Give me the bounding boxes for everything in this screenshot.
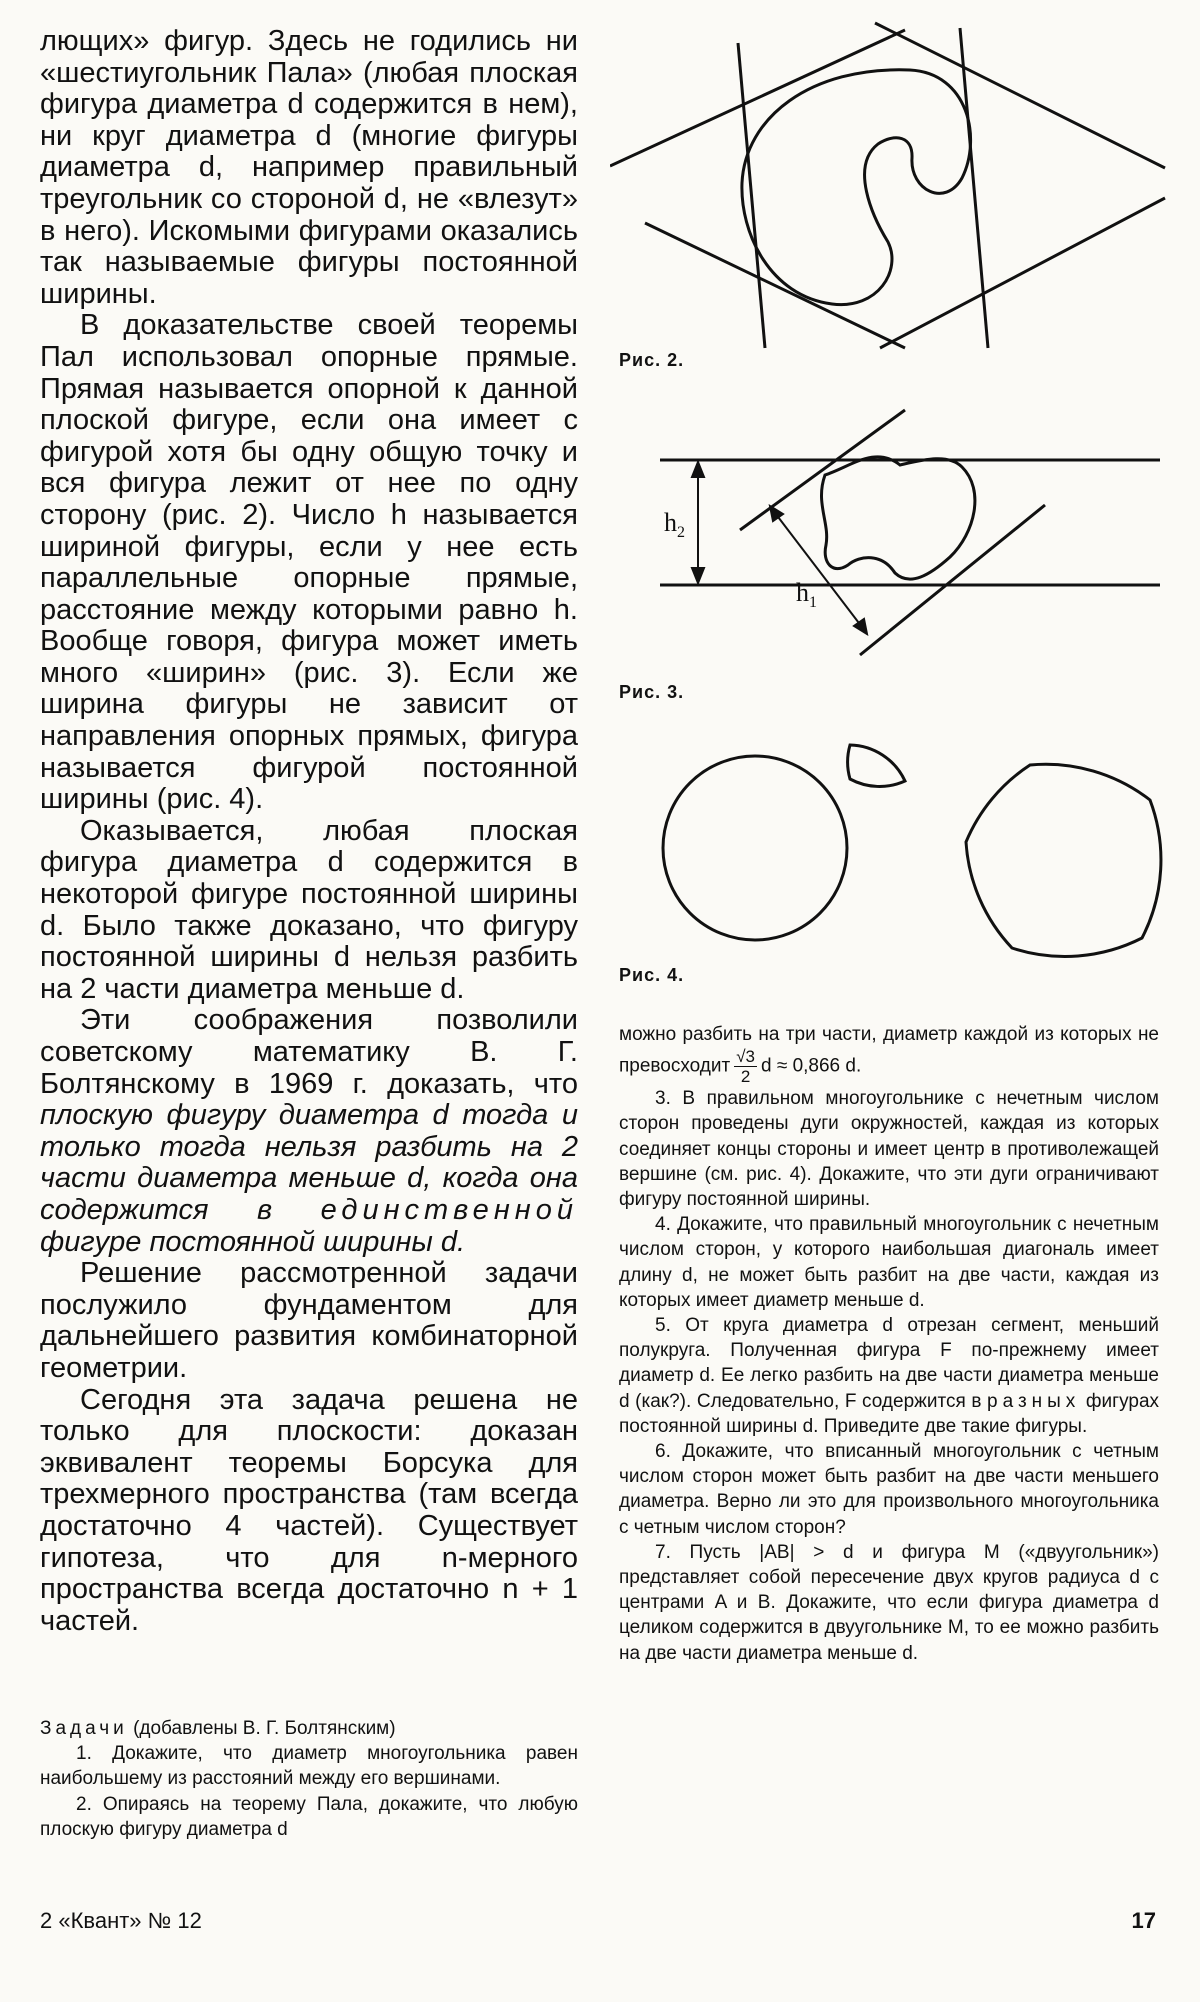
tasks-left-block [40,1716,578,1842]
arrow-head [692,568,704,583]
support-line [875,23,1165,168]
task-5-spaced: разных [987,1390,1081,1412]
circle-constant-width [663,756,847,940]
arrow-head [770,506,783,521]
tasks-heading-rest: (добавлены В. Г. Болтянским) [127,1718,396,1739]
reuleaux-triangle [848,745,905,786]
fraction-numerator: √3 [736,1047,756,1067]
h1-arrow [772,509,865,631]
reuleaux-pentagon [966,764,1161,956]
task-7: 7. Пусть |AB| > d и фигура M («двуугольник») представляет собой пересечение двух кругов радиуса d с центрами A и B. Докажите, что если фигура диаметра d целиком содержится в двуугольнике M, то ее можно разбить на две части диаметра меньше d. [619,1541,1159,1664]
tasks-heading [40,1716,578,1741]
task-5-c: фигурах постоянной ширины d. Приведите две такие фигуры. [619,1390,1160,1437]
paragraph-support-lines: В доказательстве своей теоремы Пал использовал опорные прямые. Прямая называется опорной к данной плоской фигуре, если она имеет с фигурой хотя бы одну общую точку и вся фигура лежит от нее по одну сторону (рис. 2). Число h называется шириной фигуры, если у нее есть параллельные опорные прямые, расстояние между которыми равно h. Вообще говоря, фигура может иметь много «ширин» (рис. 3). Если же ширина фигуры не зависит от направления опорных прямых, фигура называется фигурой постоянной ширины (рис. 4). [40,309,578,816]
figure-3-caption: Рис. 3. [619,682,685,702]
label-h2: $h_2$ [664,508,685,541]
paragraph-constant-width: Оказывается, любая плоская фигура диаметра d содержится в некоторой фигуре постоянной ширины d. Было также доказано, что фигуру постоянной ширины d нельзя разбить на 2 части диаметра меньше d. [40,814,578,1005]
figure-3 [650,405,1170,675]
task-2-continued [619,1022,1159,1086]
task-4: 4. Докажите, что правильный многоугольник с нечетным числом сторон, у которого наибольшая диагональ имеет длину d, не может быть разбит на две части, каждая из которых имеет диаметр меньше d. [619,1214,1159,1311]
figure-3-shape [821,457,974,579]
p4-theorem-end: фигуре постоянной ширины d. [40,1225,466,1258]
paragraph-intro-continued: лющих» фигур. Здесь не годились ни «шестиугольник Пала» (любая плоская фигура диаметра d содержится в нем), ни круг диаметра d (многие фигуры диаметра d, например правильный треугольник со стороной d, не «влезут» в него). Искомыми фигурами оказались так называемые фигуры постоянной ширины. [40,25,578,310]
support-line [610,30,905,166]
figure-4-drawing [660,700,1170,960]
tasks-right-block [619,1022,1159,1666]
figure-2-caption: Рис. 2. [619,350,685,370]
task-2-start: 2. Опираясь на теорему Пала, докажите, что любую плоскую фигуру диаметра d [40,1793,578,1840]
support-line [645,223,905,348]
tasks-heading-word: Задачи [40,1718,128,1739]
figure-4 [660,700,1170,960]
task-5-a: 5. От круга диаметра d отрезан сегмент, меньший полукруга. Полученная фигура F по-прежнему имеет диаметр d. Ее легко разбить на две части диаметра меньше d (как?). Следовательно, F содержится в [619,1315,1159,1412]
paragraph-boltyansky [40,1005,578,1258]
arrow-head [854,619,867,634]
fraction-denominator: 2 [740,1067,751,1087]
arrow-head [692,462,704,477]
task-2-tail: d ≈ 0,866 d. [761,1055,862,1077]
paragraph-foundation: Решение рассмотренной задачи послужило фундаментом для дальнейшего развития комбинаторной геометрии. [40,1257,578,1384]
figure-4-caption: Рис. 4. [619,965,685,985]
p4-text-a: Эти соображения позволили советскому математику В. Г. Болтянскому в 1969 г. доказать, что [40,1004,578,1100]
figure-3-drawing [650,405,1170,675]
task-6: 6. Докажите, что вписанный многоугольник с четным числом сторон может быть разбит на две части меньшего диаметра. Верно ли это для произвольного многоугольника с четным числом сторон? [619,1441,1159,1538]
task-2-cont-text: можно разбить на три части, диаметр каждой из которых не превосходит [619,1024,1159,1077]
paragraph-today: Сегодня эта задача решена не только для плоскости: доказан эквивалент теоремы Борсука для трехмерного пространства (там всегда достаточно 4 частей). Существует гипотеза, что для n-мерного пространства всегда достаточно n + 1 частей. [40,1383,578,1637]
p4-spaced-word: единственной [320,1193,578,1226]
p4-theorem-italic: плоскую фигуру диаметра d тогда и только тогда нельзя разбить на 2 части диаметра меньше d, когда она содержится в [40,1099,578,1226]
figure-2-shape [742,70,971,305]
task-3: 3. В правильном многоугольнике с нечетным числом сторон проведены дуги окружностей, каждая из которых соединяет концы стороны и имеет центр в противолежащей вершине (см. рис. 4). Докажите, что эти дуги ограничивают фигуру постоянной ширины. [619,1088,1159,1211]
fraction-sqrt3-over-2 [734,1047,757,1086]
page-number: 17 [1131,1908,1156,1933]
label-h1: $h_1$ [796,578,817,611]
support-line-diagonal [860,505,1045,655]
task-1: 1. Докажите, что диаметр многоугольника равен наибольшему из расстояний между его вершинами. [40,1743,578,1790]
footer-journal: 2 «Квант» № 12 [40,1908,202,1933]
figure-2-drawing [610,18,1180,358]
support-line [880,198,1165,348]
left-column [40,26,578,1637]
task-5 [619,1313,1159,1439]
figure-2 [610,18,1180,358]
